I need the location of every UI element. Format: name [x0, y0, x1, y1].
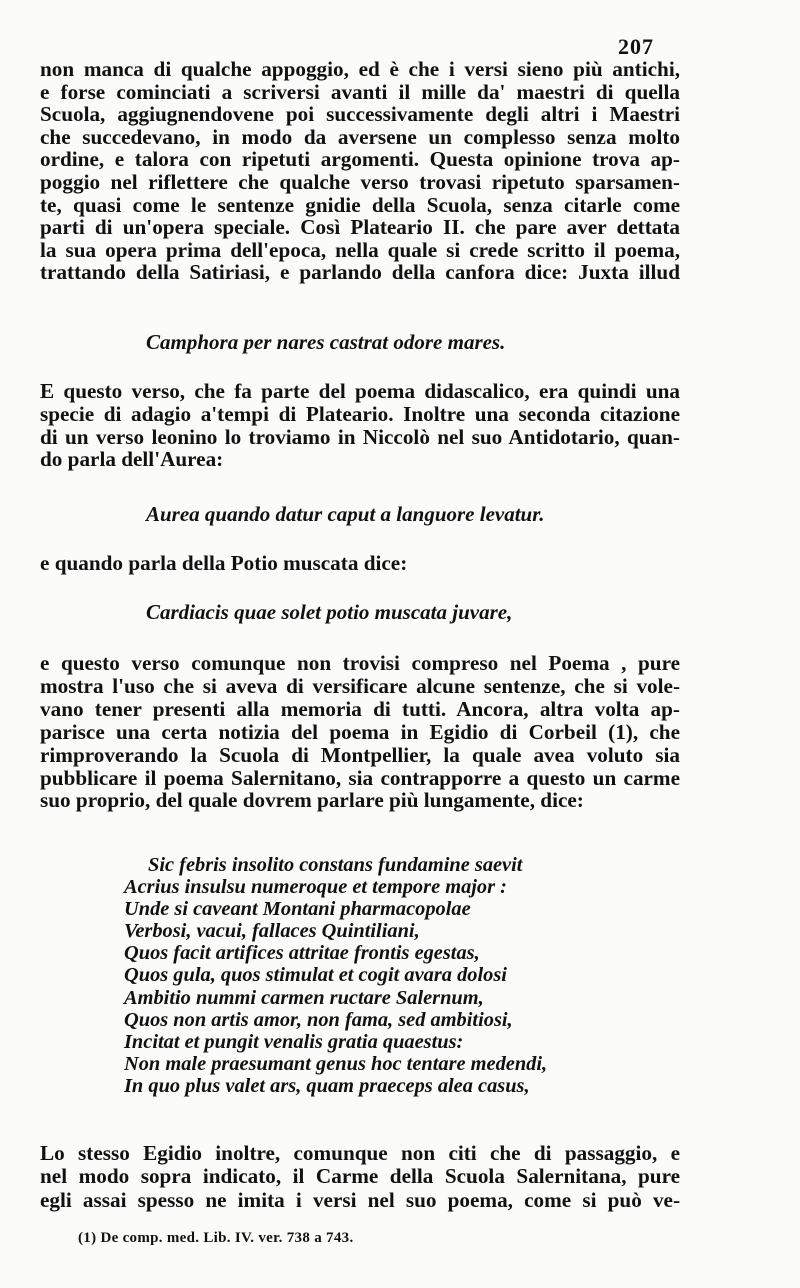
text-line: vano tener presenti alla memoria di tutti. Ancora, altra volta ap-	[40, 696, 680, 721]
verse-line: Quos gula, quos stimulat et cogit avara dolosi	[124, 964, 507, 987]
paragraph-1	[40, 58, 680, 284]
verse-line: Acrius insulsu numeroque et tempore major :	[124, 876, 507, 899]
verse-line: Ambitio nummi carmen ructare Salernum,	[124, 986, 484, 1009]
verse-line: Quos facit artifices attritae frontis egestas,	[124, 942, 480, 965]
text-line: E questo verso, che fa parte del poema didascalico, era quindi una	[40, 379, 680, 403]
verse-block	[124, 854, 547, 1097]
quote-camphora: Camphora per nares castrat odore mares.	[146, 330, 506, 354]
paragraph-2	[40, 380, 680, 471]
text-line: specie di adagio a'tempi di Plateario. Inoltre una seconda citazione	[40, 401, 680, 426]
text-line: e quando parla della Potio muscata dice:	[40, 551, 408, 575]
text-line: te, quasi come le sentenze gnidie della Scuola, senza citarle come	[40, 192, 680, 217]
footnote: (1) De comp. med. Lib. IV. ver. 738 a 743.	[78, 1230, 354, 1246]
text-line: trattando della Satiriasi, e parlando della canfora dice: Juxta illud	[40, 260, 680, 285]
paragraph-3	[40, 552, 680, 575]
page-number: 207	[618, 34, 654, 59]
text-line: di un verso leonino lo troviamo in Niccolò nel suo Antidotario, quan-	[40, 424, 680, 449]
text-line: rimproverando la Scuola di Montpellier, la quale avea voluto sia	[40, 742, 680, 767]
text-line: pubblicare il poema Salernitano, sia contrapporre a questo un carme	[40, 765, 680, 790]
text-line: poggio nel riflettere che qualche verso trovasi ripetuto sparsamen-	[40, 169, 680, 194]
verse-line: Unde si caveant Montani pharmacopolae	[124, 898, 471, 921]
text-line: egli assai spesso ne imita i versi nel suo poema, come si può ve-	[40, 1187, 680, 1212]
text-line: e forse cominciati a scriversi avanti il mille da' maestri di quella	[40, 79, 680, 104]
text-line: non manca di qualche appoggio, ed è che i versi sieno più antichi,	[40, 57, 680, 81]
verse-line: Quos non artis amor, non fama, sed ambitiosi,	[124, 1008, 513, 1031]
verse-line: Verbosi, vacui, fallaces Quintiliani,	[124, 920, 420, 943]
paragraph-4	[40, 652, 680, 812]
text-line: suo proprio, del quale dovrem parlare più lungamente, dice:	[40, 788, 584, 813]
verse-line: Incitat et pungit venalis gratia quaestus:	[124, 1030, 464, 1053]
text-line: la sua opera prima dell'epoca, nella quale si crede scritto il poema,	[40, 237, 680, 262]
verse-line: Sic febris insolito constans fundamine saevit	[148, 854, 523, 876]
text-line: che succedevano, in modo da aversene un complesso senza molto	[40, 124, 680, 149]
text-line: ordine, e talora con ripetuti argomenti. Questa opinione trova ap-	[40, 147, 680, 172]
text-line: parti di un'opera speciale. Così Plateario II. che pare aver dettata	[40, 215, 680, 240]
verse-line: In quo plus valet ars, quam praeceps alea casus,	[124, 1074, 530, 1097]
text-line: Lo stesso Egidio inoltre, comunque non citi che di passaggio, e	[40, 1141, 680, 1165]
paragraph-5	[40, 1142, 680, 1212]
text-line: e questo verso comunque non trovisi compreso nel Poema , pure	[40, 651, 680, 675]
text-line: parisce una certa notizia del poema in Egidio di Corbeil (1), che	[40, 719, 680, 744]
quote-aurea: Aurea quando datur caput a languore levatur.	[146, 502, 545, 526]
text-line: mostra l'uso che si aveva di versificare alcune sentenze, che si vole-	[40, 673, 680, 698]
text-line: do parla dell'Aurea:	[40, 447, 224, 472]
quote-cardiacis: Cardiacis quae solet potio muscata juvare,	[146, 600, 513, 624]
text-line: Scuola, aggiugnendovene poi successivamente degli altri i Maestri	[40, 102, 680, 127]
text-line: nel modo sopra indicato, il Carme della Scuola Salernitana, pure	[40, 1164, 680, 1189]
verse-line: Non male praesumant genus hoc tentare medendi,	[124, 1052, 548, 1075]
